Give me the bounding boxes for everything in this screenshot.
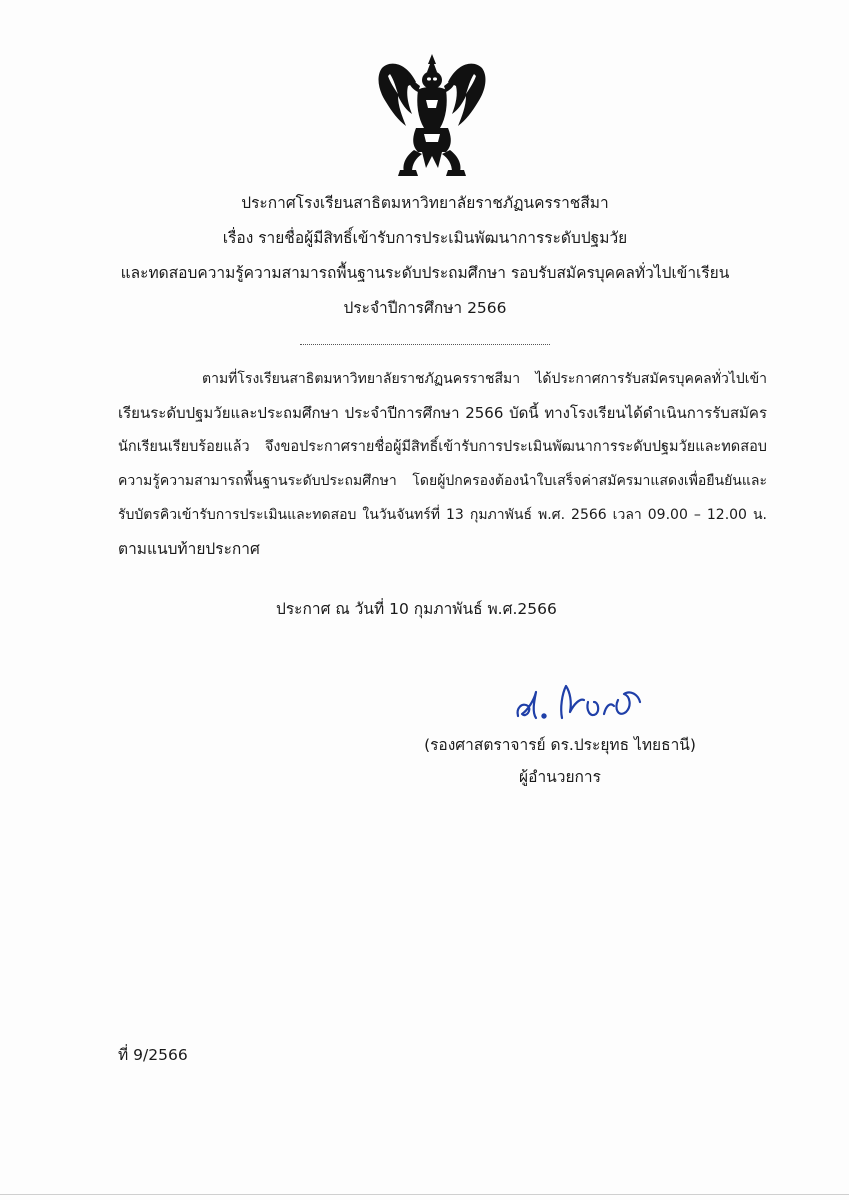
announcement-date: ประกาศ ณ วันที่ 10 กุมภาพันธ์ พ.ศ.2566 [276, 600, 557, 618]
signer-name: (รองศาสตราจารย์ ดร.ประยุทธ ไทยธานี) [424, 736, 696, 754]
scan-edge [0, 1194, 849, 1195]
announcement-subject: เรื่อง รายชื่อผู้มีสิทธิ์เข้ารับการประเมินพัฒนาการระดับปฐมวัย [222, 229, 628, 247]
body-line: รับบัตรคิวเข้ารับการประเมินและทดสอบ ในวันจันทร์ที่ 13 กุมภาพันธ์ พ.ศ. 2566 เวลา 09.00 – 12.00 น. [118, 507, 767, 523]
academic-year: ประจำปีการศึกษา 2566 [343, 299, 507, 317]
body-line: นักเรียนเรียบร้อยแล้ว จึงขอประกาศรายชื่อผู้มีสิทธิ์เข้ารับการประเมินพัฒนาการระดับปฐมวัยและทดสอบ [118, 439, 767, 455]
announcement-subject-cont: และทดสอบความรู้ความสามารถพื้นฐานระดับประถมศึกษา รอบรับสมัครบุคคลทั่วไปเข้าเรียน [120, 264, 730, 282]
announcement-title: ประกาศโรงเรียนสาธิตมหาวิทยาลัยราชภัฏนครราชสีมา [241, 194, 609, 212]
document-number: ที่ 9/2566 [118, 1046, 188, 1064]
body-line: เรียนระดับปฐมวัยและประถมศึกษา ประจำปีการศึกษา 2566 บัดนี้ ทางโรงเรียนได้ดำเนินการรับสมัคร [118, 404, 767, 422]
body-line: ตามที่โรงเรียนสาธิตมหาวิทยาลัยราชภัฏนครราชสีมา ได้ประกาศการรับสมัครบุคคลทั่วไปเข้า [202, 371, 767, 387]
handwritten-signature [510, 672, 650, 728]
heading-divider [300, 344, 550, 345]
garuda-emblem-icon [376, 52, 488, 178]
body-line: ความรู้ความสามารถพื้นฐานระดับประถมศึกษา โดยผู้ปกครองต้องนำใบเสร็จค่าสมัครมาแสดงเพื่อยืนยันและ [118, 473, 767, 489]
body-line: ตามแนบท้ายประกาศ [118, 540, 260, 558]
signer-title: ผู้อำนวยการ [519, 768, 601, 786]
